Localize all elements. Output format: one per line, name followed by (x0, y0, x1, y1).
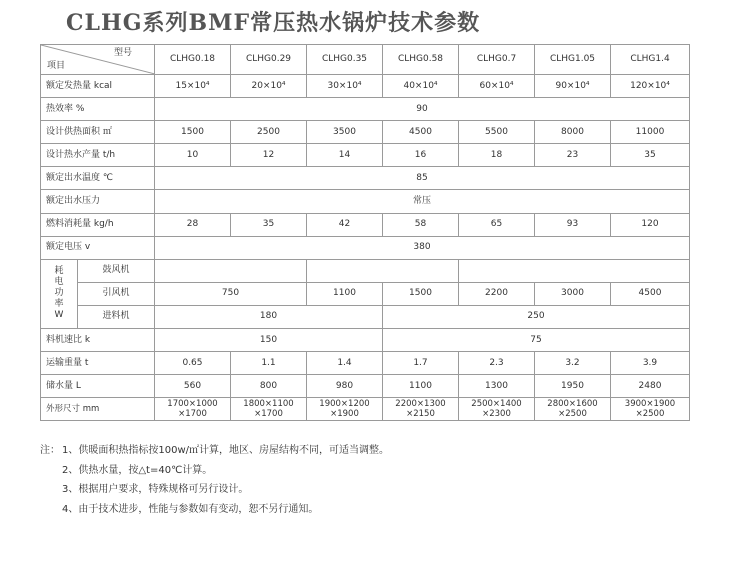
table-cell: 85 (155, 167, 690, 190)
table-cell: 380 (155, 236, 690, 259)
table-cell: 4500 (383, 121, 459, 144)
table-cell: 18 (459, 144, 535, 167)
table-row-outlet-pressure (41, 190, 690, 213)
row-label: 额定出水压力 (41, 190, 155, 213)
power-label-char: 功 (54, 288, 64, 299)
table-cell: 750 (155, 282, 307, 305)
power-label-char: 电 (54, 277, 64, 288)
table-cell: 12 (231, 144, 307, 167)
table-cell: 2480 (611, 375, 690, 398)
model-header: CLHG1.05 (535, 45, 611, 75)
power-label-char: 率 (54, 299, 64, 310)
model-header: CLHG0.18 (155, 45, 231, 75)
table-cell: 3.9 (611, 352, 690, 375)
table-cell: 35 (611, 144, 690, 167)
table-cell (155, 398, 231, 421)
table-row-heating-area (41, 121, 690, 144)
table-cell: 3000 (535, 282, 611, 305)
table-cell: 30×10⁴ (307, 75, 383, 98)
header-item-label: 项目 (47, 61, 66, 71)
table-row-dimensions (41, 398, 690, 421)
table-row-blower (41, 259, 690, 282)
table-cell: 0.65 (155, 352, 231, 375)
table-cell: 35 (231, 213, 307, 236)
table-row-efficiency (41, 98, 690, 121)
table-cell: 8000 (535, 121, 611, 144)
row-label: 额定发热量 kcal (41, 75, 155, 98)
dimension-line: ×2300 (482, 409, 511, 420)
model-header: CLHG0.35 (307, 45, 383, 75)
table-cell: 120 (611, 213, 690, 236)
dimension-line: ×2500 (558, 409, 587, 420)
table-cell: 90 (155, 98, 690, 121)
table-cell: 60×10⁴ (459, 75, 535, 98)
table-cell: 1500 (383, 282, 459, 305)
table-cell: 15×10⁴ (155, 75, 231, 98)
dimension-line: ×1900 (330, 409, 359, 420)
row-label: 运输重量 t (41, 352, 155, 375)
model-header: CLHG1.4 (611, 45, 690, 75)
row-label: 外形尺寸 mm (41, 398, 155, 421)
table-row-feeder (41, 305, 690, 328)
spec-table (40, 44, 690, 421)
table-cell: 180 (155, 305, 383, 328)
dimension-line: 1700×1000 (167, 399, 218, 410)
table-cell: 16 (383, 144, 459, 167)
table-cell: 常压 (155, 190, 690, 213)
dimension-line: 2800×1600 (547, 399, 598, 410)
power-group-label (41, 259, 78, 328)
table-cell: 20×10⁴ (231, 75, 307, 98)
note-text: 1、供暖面积热指标按100w/㎡计算，地区、房屋结构不同，可适当调整。 (62, 445, 389, 456)
table-cell (611, 398, 690, 421)
table-cell: 4500 (611, 282, 690, 305)
row-label: 鼓风机 (78, 259, 155, 282)
table-cell: 560 (155, 375, 231, 398)
table-cell (307, 259, 459, 282)
header-row (41, 45, 690, 75)
table-cell: 1100 (383, 375, 459, 398)
table-cell (383, 398, 459, 421)
table-cell: 90×10⁴ (535, 75, 611, 98)
row-label: 设计供热面积 ㎡ (41, 121, 155, 144)
row-label: 热效率 % (41, 98, 155, 121)
notes (40, 441, 389, 519)
dimension-line: 3900×1900 (624, 399, 676, 410)
table-cell (307, 398, 383, 421)
table-cell: 120×10⁴ (611, 75, 690, 98)
table-cell: 800 (231, 375, 307, 398)
note-item: 2、供热水量，按△t=40℃计算。 (62, 464, 213, 476)
table-cell: 1.7 (383, 352, 459, 375)
table-row-induced-fan (41, 282, 690, 305)
model-header: CLHG0.58 (383, 45, 459, 75)
table-cell: 1.4 (307, 352, 383, 375)
power-label-char: 耗 (54, 266, 64, 277)
table-row-water-volume (41, 375, 690, 398)
row-label: 引风机 (78, 282, 155, 305)
dimension-line: 2200×1300 (395, 399, 446, 410)
table-cell: 150 (155, 329, 383, 352)
row-label: 料机速比 k (41, 329, 155, 352)
header-corner (41, 45, 155, 75)
table-cell (535, 398, 611, 421)
table-cell (155, 259, 307, 282)
note-item: 4、由于技术进步，性能与参数如有变动，恕不另行通知。 (62, 503, 319, 515)
table-cell: 5500 (459, 121, 535, 144)
table-cell (459, 259, 690, 282)
table-row-hot-water-output (41, 144, 690, 167)
table-row-feed-ratio (41, 329, 690, 352)
dimension-line: 1800×1100 (243, 399, 294, 410)
table-cell: 2200 (459, 282, 535, 305)
table-cell: 14 (307, 144, 383, 167)
table-cell: 2500 (231, 121, 307, 144)
table-cell: 1950 (535, 375, 611, 398)
row-label: 储水量 L (41, 375, 155, 398)
table-cell: 2.3 (459, 352, 535, 375)
dimension-line: ×2500 (635, 409, 665, 420)
table-cell: 3.2 (535, 352, 611, 375)
row-label: 燃料消耗量 kg/h (41, 213, 155, 236)
table-cell: 93 (535, 213, 611, 236)
table-cell: 75 (383, 329, 690, 352)
table-row-voltage (41, 236, 690, 259)
table-cell: 11000 (611, 121, 690, 144)
notes-prefix: 注： (40, 445, 60, 456)
table-cell: 1300 (459, 375, 535, 398)
table-cell: 3500 (307, 121, 383, 144)
table-cell: 1.1 (231, 352, 307, 375)
table-row-fuel-consumption (41, 213, 690, 236)
table-cell: 28 (155, 213, 231, 236)
table-cell: 10 (155, 144, 231, 167)
table-row-outlet-temp (41, 167, 690, 190)
model-header: CLHG0.7 (459, 45, 535, 75)
table-row-weight (41, 352, 690, 375)
dimension-line: ×1700 (254, 409, 283, 420)
power-label-char: W (54, 310, 64, 321)
table-row-heat-output (41, 75, 690, 98)
table-cell: 1500 (155, 121, 231, 144)
row-label: 额定电压 v (41, 236, 155, 259)
dimension-line: ×2150 (406, 409, 435, 420)
page-title: CLHG系列BMF常压热水锅炉技术参数 (66, 10, 481, 36)
dimension-line: 1900×1200 (319, 399, 370, 410)
note-item (40, 441, 389, 461)
table-cell: 65 (459, 213, 535, 236)
table-cell: 58 (383, 213, 459, 236)
note-item: 3、根据用户要求，特殊规格可另行设计。 (62, 484, 249, 495)
table-cell: 980 (307, 375, 383, 398)
row-label: 额定出水温度 ℃ (41, 167, 155, 190)
table-cell: 23 (535, 144, 611, 167)
table-cell: 42 (307, 213, 383, 236)
row-label: 进料机 (78, 305, 155, 328)
dimension-line: ×1700 (178, 409, 207, 420)
table-cell: 250 (383, 305, 690, 328)
table-cell: 1100 (307, 282, 383, 305)
model-header: CLHG0.29 (231, 45, 307, 75)
table-cell: 40×10⁴ (383, 75, 459, 98)
header-model-label: 型号 (113, 48, 132, 58)
dimension-line: 2500×1400 (471, 399, 522, 410)
table-cell (459, 398, 535, 421)
table-cell (231, 398, 307, 421)
row-label: 设计热水产量 t/h (41, 144, 155, 167)
